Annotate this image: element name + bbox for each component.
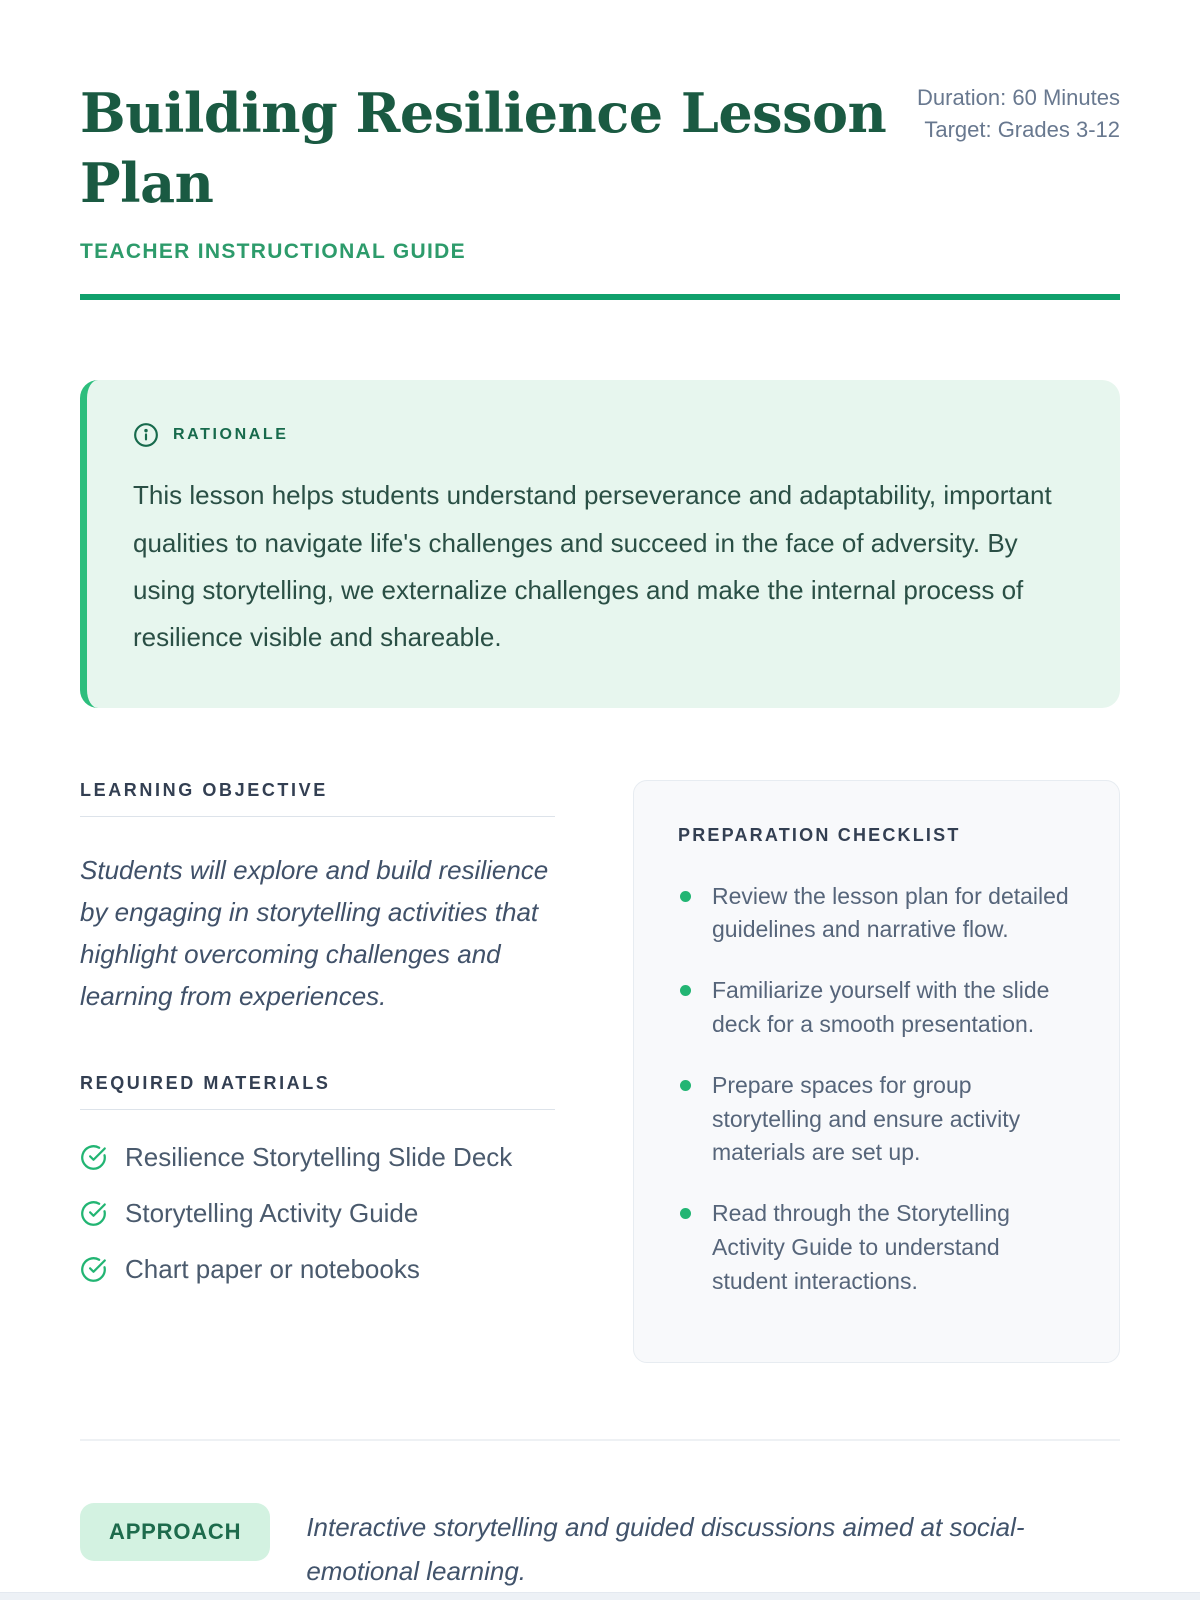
- checklist-item-label: Read through the Storytelling Activity Guide to understand student interactions.: [712, 1200, 1010, 1294]
- content-columns: [80, 780, 1120, 1363]
- material-item-label: Chart paper or notebooks: [125, 1254, 420, 1285]
- material-item-label: Storytelling Activity Guide: [125, 1198, 419, 1229]
- info-icon: [133, 422, 159, 448]
- required-materials-heading: REQUIRED MATERIALS: [80, 1073, 555, 1110]
- learning-objective-text: Students will explore and build resilience by engaging in storytelling activities that highlight overcoming challenges and learning from experiences.: [80, 854, 549, 1011]
- rationale-heading: RATIONALE: [173, 426, 289, 444]
- preparation-checklist-card: [633, 780, 1120, 1363]
- bullet-dot-icon: [680, 985, 691, 996]
- checklist-item: [678, 880, 1075, 948]
- header-meta: [915, 78, 1120, 146]
- bullet-dot-icon: [680, 1080, 691, 1091]
- bullet-dot-icon: [680, 891, 691, 902]
- material-item: [80, 1198, 555, 1229]
- material-item-label: Resilience Storytelling Slide Deck: [125, 1142, 513, 1173]
- check-circle-icon: [80, 1256, 107, 1283]
- materials-list: [80, 1142, 555, 1285]
- checklist-item-label: Familiarize yourself with the slide deck for a smooth presentation.: [712, 977, 1050, 1038]
- header: [80, 78, 1120, 218]
- material-item: [80, 1254, 555, 1285]
- learning-objective-heading: LEARNING OBJECTIVE: [80, 780, 555, 817]
- check-circle-icon: [80, 1144, 107, 1171]
- approach-text: Interactive storytelling and guided discussions aimed at social-emotional learning.: [306, 1511, 1025, 1587]
- check-circle-icon: [80, 1200, 107, 1227]
- checklist-item: [678, 1197, 1075, 1298]
- checklist-item: [678, 974, 1075, 1042]
- left-column: [80, 780, 555, 1310]
- rationale-callout: [80, 380, 1120, 707]
- bullet-dot-icon: [680, 1208, 691, 1219]
- header-divider: [80, 294, 1120, 300]
- footer-divider: [80, 1439, 1120, 1441]
- approach-badge: APPROACH: [80, 1503, 270, 1561]
- approach-section: [80, 1503, 1120, 1594]
- checklist-item-label: Review the lesson plan for detailed guidelines and narrative flow.: [712, 882, 1069, 943]
- page-title: Building Resilience Lesson Plan: [80, 81, 887, 216]
- duration-label: Duration: 60 Minutes: [917, 85, 1120, 110]
- rationale-text: This lesson helps students understand perseverance and adaptability, important qualities to navigate life's challenges and succeed in the face of adversity. By using storytelling, we externalize challenges and make the internal process of resilience visible and shareable.: [133, 480, 1052, 653]
- checklist-item: [678, 1069, 1075, 1170]
- preparation-checklist: [678, 880, 1075, 1299]
- page-bottom-bar: [0, 1592, 1200, 1600]
- preparation-checklist-heading: PREPARATION CHECKLIST: [678, 824, 961, 845]
- checklist-item-label: Prepare spaces for group storytelling and ensure activity materials are set up.: [712, 1071, 1021, 1166]
- document-subtitle: TEACHER INSTRUCTIONAL GUIDE: [80, 240, 466, 264]
- target-grades-label: Target: Grades 3-12: [924, 116, 1120, 142]
- material-item: [80, 1142, 555, 1173]
- rationale-label-row: [133, 422, 1072, 448]
